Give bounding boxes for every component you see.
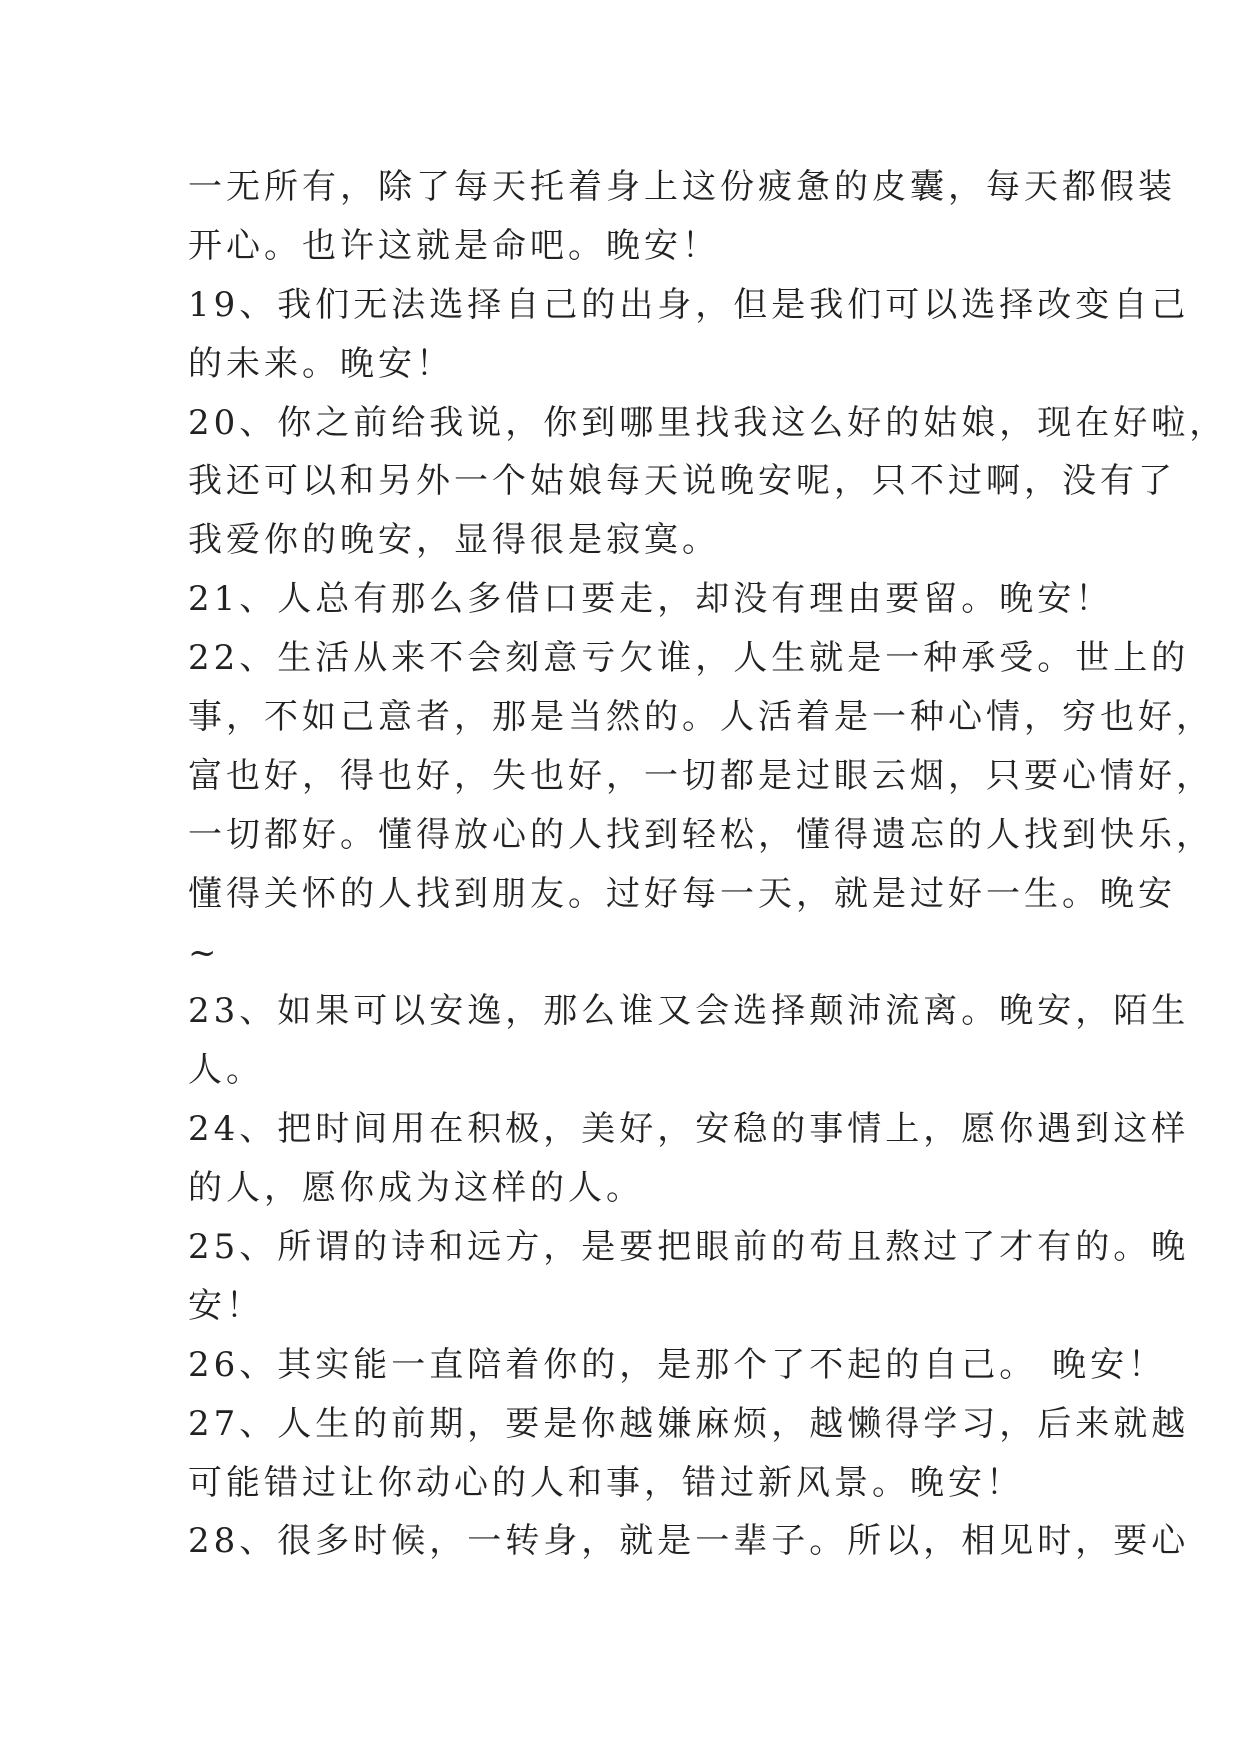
text-line: 懂得关怀的人找到朋友。过好每一天，就是过好一生。晚安 [188,873,1176,914]
text-line: 我还可以和另外一个姑娘每天说晚安呢，只不过啊，没有了 [188,461,1176,502]
text-line: 19、我们无法选择自己的出身，但是我们可以选择改变自己 [188,284,1190,325]
text-line: 可能错过让你动心的人和事，错过新风景。晚安！ [188,1462,1024,1503]
text-line: 25、所谓的诗和远方，是要把眼前的苟且熬过了才有的。晚 [188,1227,1190,1268]
text-line: 26、其实能一直陪着你的，是那个了不起的自己。 晚安！ [188,1344,1167,1385]
text-line: 24、把时间用在积极，美好，安稳的事情上，愿你遇到这样 [188,1109,1190,1150]
document-body [188,158,1228,1571]
text-line: 一无所有，除了每天托着身上这份疲惫的皮囊，每天都假装 [188,167,1176,207]
text-line: ~ [188,932,221,973]
text-line: 23、如果可以安逸，那么谁又会选择颠沛流离。晚安，陌生 [188,991,1190,1032]
text-line: 22、生活从来不会刻意亏欠谁，人生就是一种承受。世上的 [188,638,1190,679]
text-line: 一切都好。懂得放心的人找到轻松，懂得遗忘的人找到快乐， [188,814,1214,855]
text-line: 安！ [188,1285,264,1326]
text-line: 开心。也许这就是命吧。晚安！ [188,225,720,266]
text-line: 事，不如己意者，那是当然的。人活着是一种心情，穷也好， [188,697,1214,738]
text-line: 28、很多时候，一转身，就是一辈子。所以，相见时，要心 [188,1521,1190,1562]
text-line: 我爱你的晚安，显得很是寂寞。 [188,520,720,561]
text-line: 21、人总有那么多借口要走，却没有理由要留。晚安！ [188,579,1114,620]
text-line: 27、人生的前期，要是你越嫌麻烦，越懒得学习，后来就越 [188,1403,1190,1444]
text-line: 的未来。晚安！ [188,343,454,384]
text-line: 的人，愿你成为这样的人。 [188,1168,644,1209]
text-line: 富也好，得也好，失也好，一切都是过眼云烟，只要心情好， [188,755,1214,796]
text-line: 20、你之前给我说，你到哪里找我这么好的姑娘，现在好啦， [188,402,1228,443]
text-line: 人。 [188,1050,264,1091]
